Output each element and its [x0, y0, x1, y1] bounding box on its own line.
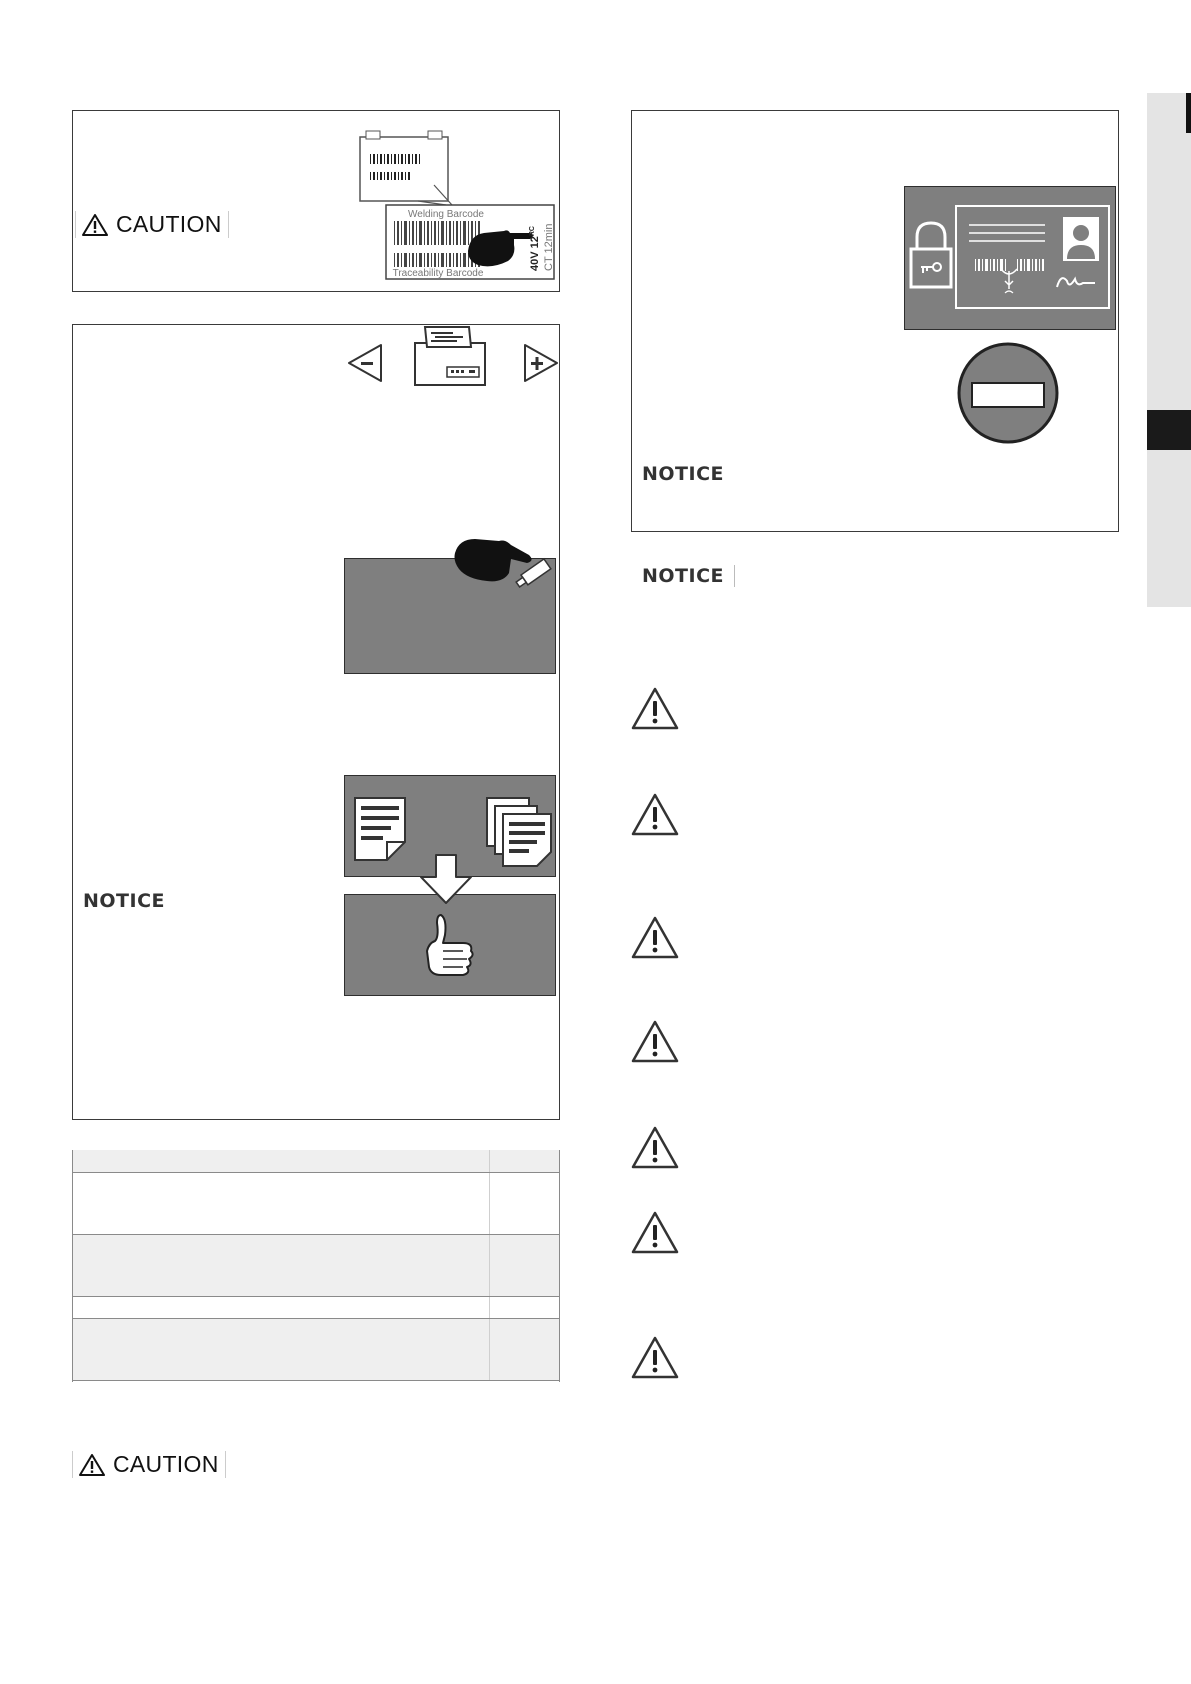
- warning-triangle-icon: [82, 213, 108, 237]
- warning-triangle-icon: [630, 1019, 680, 1065]
- no-entry-icon: [956, 341, 1060, 445]
- id-card: [955, 205, 1110, 309]
- padlock-icon: [909, 221, 953, 289]
- page-side-tab-notch: [1186, 93, 1191, 133]
- warning-triangle-icon: [630, 1125, 680, 1171]
- table-row: [72, 1172, 560, 1234]
- page-side-tab: [1147, 93, 1191, 607]
- notice-heading-left: NOTICE: [83, 890, 166, 912]
- multiple-documents-icon: [485, 796, 553, 868]
- table-row: [72, 1318, 560, 1380]
- table-row: [72, 1296, 560, 1318]
- warning-triangle-icon: [630, 792, 680, 838]
- warning-triangle-icon: [630, 686, 680, 732]
- single-document-icon: [353, 796, 407, 862]
- table-border-left: [72, 1150, 73, 1382]
- warning-triangle-icon: [630, 1335, 680, 1381]
- label-voltage-code: 40V $12^{RC}$: [529, 226, 541, 271]
- down-arrow-icon: [419, 853, 473, 905]
- welding-barcode-caption: Welding Barcode: [408, 209, 484, 220]
- printer-icon: [413, 325, 487, 387]
- warning-triangle-icon: [79, 1453, 105, 1477]
- confirm-panel[interactable]: [344, 894, 556, 996]
- label-cure-time: CT 12min: [543, 223, 555, 271]
- id-card-details-icon: [957, 207, 1108, 307]
- print-export-box: [72, 324, 560, 1120]
- id-card-panel[interactable]: [904, 186, 1116, 330]
- table-border-right: [559, 1150, 560, 1382]
- hand-with-usb-icon: [453, 533, 555, 603]
- page-side-tab-active: [1147, 410, 1191, 450]
- caution-heading-bottom: [72, 1451, 226, 1478]
- increase-arrow-icon[interactable]: [521, 343, 561, 383]
- caution-barcode-box: [72, 110, 560, 292]
- caution-heading: [75, 211, 229, 238]
- warning-triangle-icon: [630, 1210, 680, 1256]
- notice-heading-right: NOTICE: [642, 565, 735, 587]
- notice-heading-box: NOTICE: [642, 463, 725, 485]
- traceability-barcode-caption: Traceability Barcode: [392, 268, 484, 279]
- caution-text: CAUTION: [116, 211, 222, 237]
- table-row: [72, 1150, 560, 1172]
- caution-text: CAUTION: [113, 1451, 219, 1477]
- spec-table: [72, 1150, 560, 1381]
- access-card-box: [631, 110, 1119, 532]
- decrease-arrow-icon[interactable]: [345, 343, 385, 383]
- thumbs-up-icon: [423, 913, 477, 985]
- warning-triangle-icon: [630, 915, 680, 961]
- table-row: [72, 1234, 560, 1296]
- barcode-label-illustration: [358, 129, 558, 281]
